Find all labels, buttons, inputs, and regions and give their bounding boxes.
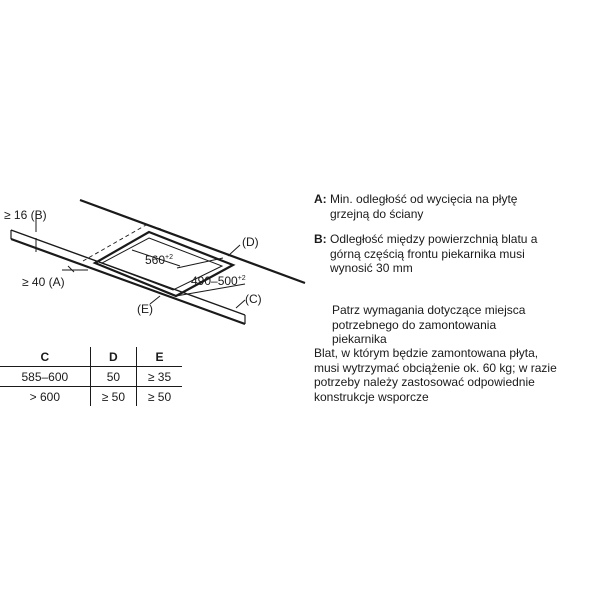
table-cell: ≥ 35 [137,367,182,387]
table-cell: 585–600 [0,367,90,387]
cutout-depth-label: $490-500^{+2}$ [191,274,246,288]
note-a-key: A: [314,192,327,206]
note-d-line3: potrzeby należy zastosować odpowiednie [314,375,535,389]
note-c-line3: piekarnika [332,332,387,346]
table-cell: 50 [90,367,136,387]
label-e: (E) [137,302,153,316]
note-c-line2: potrzebnego do zamontowania [332,317,497,332]
note-b [314,232,590,276]
note-a-line2: grzejną do ściany [330,206,424,221]
table-header-row [0,347,182,367]
note-d-line2: musi wytrzymać obciążenie ok. 60 kg; w razie [314,360,557,375]
table-cell: ≥ 50 [90,387,136,407]
note-c-line1: Patrz wymagania dotyczące miejsca [332,303,526,317]
table-cell: > 600 [29,389,61,404]
label-a: ≥ 40 (A) [22,275,65,289]
note-d-line1: Blat, w którym będzie zamontowana płyta, [314,346,539,360]
label-d: (D) [242,235,259,249]
cutout-width-label: $560^{+2}$ [145,253,174,267]
note-b-line3: wynosić 30 mm [330,261,413,275]
table-cell: ≥ 50 [137,387,182,407]
note-a-line1: Min. odległość od wycięcia na płytę [330,192,518,206]
header-d: D [90,347,136,367]
note-c [332,303,592,347]
table-row [0,367,182,387]
label-b: ≥ 16 (B) [4,208,47,222]
note-a [314,192,590,221]
note-d-line4: konstrukcje wsporcze [314,389,429,404]
note-d [314,346,594,404]
dimensions-table [0,347,182,406]
note-b-line1: Odległość między powierzchnią blatu a [330,232,538,246]
header-c: C [0,347,90,367]
table-row [0,387,182,407]
note-b-key: B: [314,232,327,246]
label-c: (C) [245,292,262,306]
note-b-line2: górną częścią frontu piekarnika musi [330,246,525,261]
header-e: E [137,347,182,367]
